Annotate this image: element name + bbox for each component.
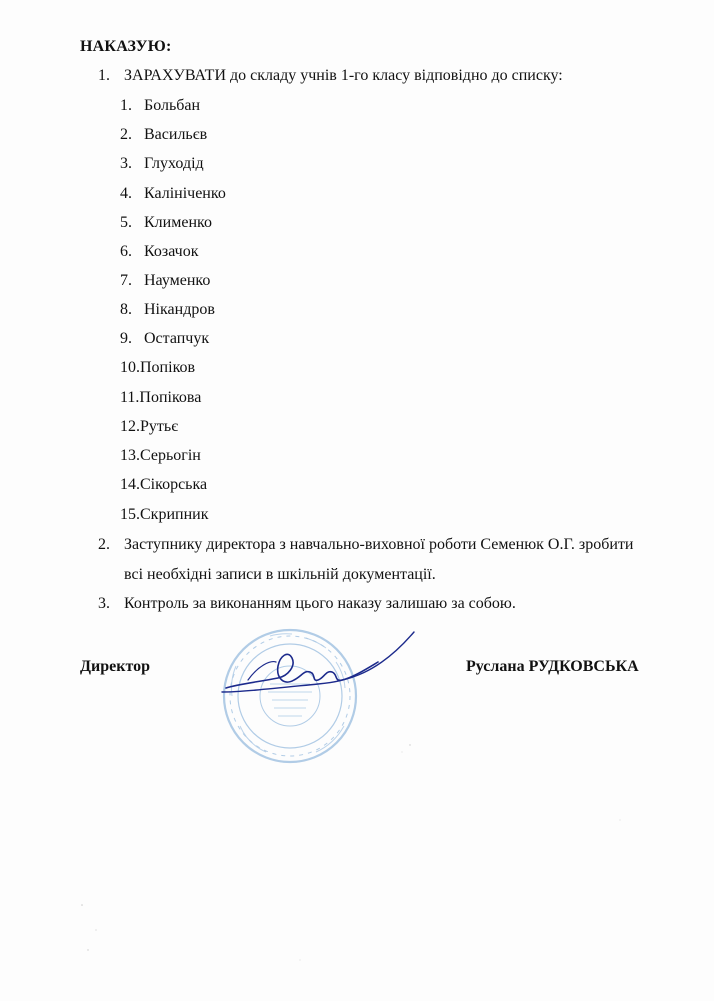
order-item-2 (98, 535, 668, 583)
list-item-name: Больбан (144, 97, 201, 114)
list-item-number: 8. (120, 301, 132, 318)
order-heading: НАКАЗУЮ: (80, 38, 172, 55)
order-item-text: ЗАРАХУВАТИ до складу учнів 1-го класу відповідно до списку: (124, 67, 563, 84)
list-item-name: Попіков (140, 359, 196, 376)
list-item-name: Науменко (144, 272, 211, 289)
list-item (120, 154, 204, 174)
list-item-name: Васильєв (144, 126, 208, 143)
list-item (120, 184, 226, 204)
list-item-number: 9. (120, 330, 132, 347)
order-item-number: 1. (98, 67, 110, 84)
order-item-3 (98, 594, 668, 614)
list-item-name: Попікова (139, 389, 202, 406)
list-item (120, 417, 178, 437)
list-item-number: 5. (120, 214, 132, 231)
list-item-number: 3. (120, 155, 132, 172)
list-item-number: 10. (120, 359, 140, 376)
stamp-seal (224, 630, 356, 762)
list-item (120, 475, 207, 495)
list-item-number: 7. (120, 272, 132, 289)
list-item-name: Остапчук (144, 330, 210, 347)
list-item (120, 300, 215, 320)
order-item-text: Контроль за виконанням цього наказу залишаю за собою. (124, 595, 516, 612)
list-item-name: Клименко (144, 214, 212, 231)
list-item (120, 446, 201, 466)
list-item (120, 329, 209, 349)
list-item (120, 505, 208, 525)
order-item-line: всі необхідні записи в шкільній документації. (124, 566, 436, 583)
signatory-position: Директор (80, 658, 150, 675)
order-item-1 (98, 66, 668, 86)
list-item (120, 96, 200, 116)
list-item-name: Калініченко (144, 185, 226, 202)
list-item-name: Сікорська (140, 476, 208, 493)
list-item-name: Глуходід (144, 155, 204, 172)
official-stamp (218, 626, 428, 786)
list-item-name: Козачок (144, 243, 199, 260)
order-item-text (124, 535, 669, 585)
list-item-number: 15. (120, 506, 140, 523)
list-item (120, 388, 201, 408)
list-item (120, 271, 210, 291)
list-item-name: Рутьє (140, 418, 179, 435)
list-item-name: Нікандров (144, 301, 215, 318)
list-item-number: 2. (120, 126, 132, 143)
list-item-number: 11. (120, 389, 140, 406)
list-item-number: 4. (120, 185, 132, 202)
signatory-name: Руслана РУДКОВСЬКА (466, 658, 639, 675)
order-item-line: Заступнику директора з навчально-виховної роботи Семенюк О.Г. зробити (124, 536, 634, 553)
list-item (120, 213, 212, 233)
list-item-number: 13. (120, 447, 140, 464)
list-item (120, 242, 198, 262)
list-item (120, 358, 195, 378)
order-item-number: 3. (98, 595, 110, 612)
list-item-number: 1. (120, 97, 132, 114)
list-item-number: 12. (120, 418, 140, 435)
list-item-number: 6. (120, 243, 132, 260)
list-item-name: Скрипник (140, 506, 209, 523)
list-item-name: Серьогін (140, 447, 201, 464)
order-item-number: 2. (98, 536, 110, 553)
list-item-number: 14. (120, 476, 140, 493)
list-item (120, 125, 207, 145)
